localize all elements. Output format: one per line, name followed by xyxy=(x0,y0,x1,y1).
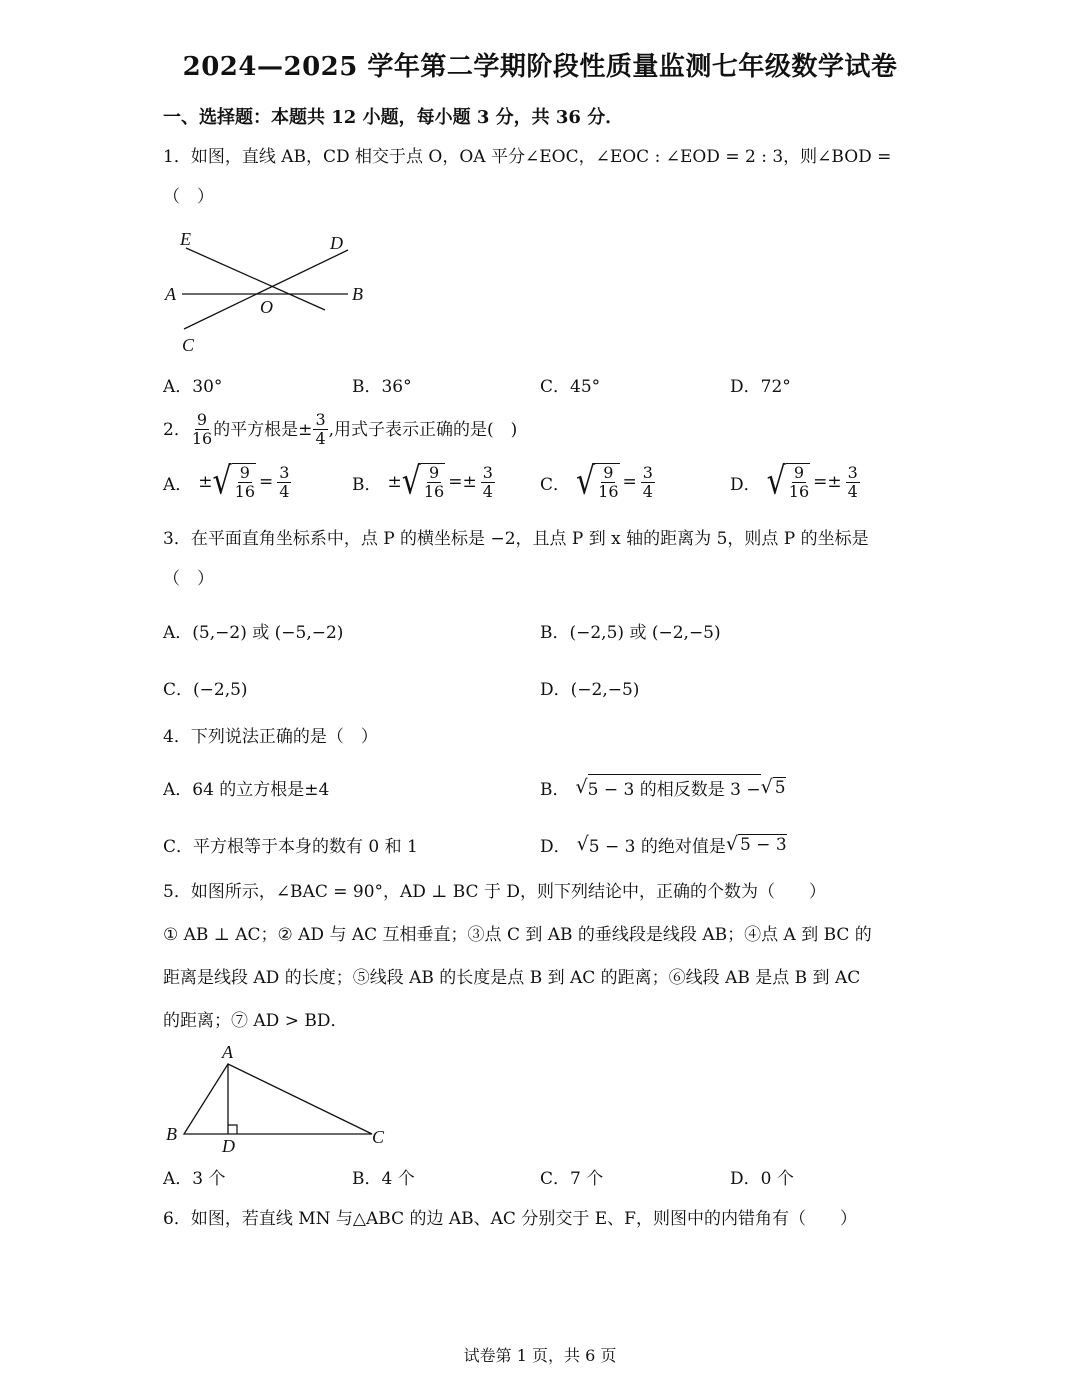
label-c: C xyxy=(372,1127,385,1147)
q2-d-den: 16 xyxy=(788,482,810,501)
q2-a-den: 16 xyxy=(234,482,256,501)
q2-d-rhs: =± xyxy=(813,472,842,492)
label-c: C xyxy=(182,335,195,355)
q2-number: 2． xyxy=(163,419,191,440)
q2-option-c xyxy=(540,459,656,504)
label-d: D xyxy=(222,1136,235,1156)
q2-c-ans-num: 3 xyxy=(642,462,653,482)
q1-blank: （ ） xyxy=(163,187,214,207)
q2-a-answer xyxy=(277,464,291,501)
q2-stem xyxy=(163,411,517,448)
q2-d-sqrt: √ $\frac{9}{16}$ xyxy=(766,459,810,504)
q4-b-end: 5 xyxy=(774,777,786,798)
q5-option-c: C．7 个 xyxy=(540,1169,604,1189)
exam-title: 2024—2025 学年第二学期阶段性质量监测七年级数学试卷 xyxy=(182,52,898,82)
q2-text-mid: 的平方根是± xyxy=(213,419,313,440)
q1-option-a: A．30° xyxy=(163,377,223,397)
q3-option-d: D．(−2,−5) xyxy=(540,680,640,700)
q2-c-num: 9 xyxy=(603,463,614,482)
q2-a-ans-den: 4 xyxy=(279,481,290,501)
q5-line4: 的距离；⑦ AD > BD． xyxy=(163,1011,348,1031)
q1-option-c: C．45° xyxy=(540,377,601,397)
q2-d-ans-num: 3 xyxy=(847,462,858,482)
q2-c-ans-den: 4 xyxy=(642,481,653,501)
q2-b-prefix: ± xyxy=(387,472,402,492)
q2-b-rhs: =± xyxy=(448,472,477,492)
q2-d-answer xyxy=(846,464,860,501)
q2-option-d xyxy=(730,459,861,504)
label-e: E xyxy=(180,229,191,249)
q2-answer-fraction xyxy=(313,411,327,448)
q2-option-b xyxy=(352,459,496,504)
page-footer: 试卷第 1 页，共 6 页 xyxy=(463,1346,617,1365)
q1-option-d: D．72° xyxy=(730,377,791,397)
sqrt-icon: √ xyxy=(575,776,588,798)
label-b: B xyxy=(352,284,363,304)
q5-stem: 5．如图所示，∠BAC = 90°，AD ⊥ BC 于 D，则下列结论中，正确的个数为（ ） xyxy=(163,882,826,902)
q1-stem: 1．如图，直线 AB，CD 相交于点 O，OA 平分∠EOC，∠EOC : ∠EOD = 2 : 3，则∠BOD = xyxy=(163,147,892,167)
q2-a-label: A． xyxy=(163,474,193,495)
q2-c-rhs: = xyxy=(622,472,637,492)
right-angle-mark xyxy=(228,1125,237,1134)
label-a: A xyxy=(222,1042,233,1062)
q2-frac-num: 9 xyxy=(196,410,208,429)
q2-a-sqrt: √ $\frac{9}{16}$ xyxy=(212,459,256,504)
section-heading: 一、选择题：本题共 12 小题，每小题 3 分，共 36 分． xyxy=(163,107,624,128)
q3-option-c: C．(−2,5) xyxy=(163,680,248,700)
q4-option-c: C．平方根等于本身的数有 0 和 1 xyxy=(163,837,418,857)
q2-ans-den: 4 xyxy=(315,429,326,448)
q3-option-a: A．(5,−2) 或 (−5,−2) xyxy=(163,623,344,643)
q5-option-a: A．3 个 xyxy=(163,1169,226,1189)
q2-a-num: 9 xyxy=(239,463,250,482)
q2-fraction xyxy=(192,411,212,448)
q2-c-sqrt: √ $\frac{9}{16}$ xyxy=(576,459,619,504)
q4-d-label: D． xyxy=(540,836,571,857)
q4-stem: 4．下列说法正确的是（ ） xyxy=(163,727,378,747)
q6-stem: 6．如图，若直线 MN 与△ABC 的边 AB、AC 分别交于 E、F，则图中的内错角有（ ） xyxy=(163,1209,857,1229)
q2-b-ans-num: 3 xyxy=(482,462,493,482)
q4-option-d xyxy=(540,829,787,859)
q1-option-b: B．36° xyxy=(352,377,412,397)
q2-b-label: B． xyxy=(352,474,382,495)
q5-option-d: D．0 个 xyxy=(730,1169,794,1189)
q2-a-prefix: ± xyxy=(198,472,213,492)
q2-b-num: 9 xyxy=(428,463,440,482)
q4-b-label: B． xyxy=(540,779,570,800)
q5-line3: 距离是线段 AD 的长度；⑤线段 AB 的长度是点 B 到 AC 的距离；⑥线段 AB 是点 B 到 AC xyxy=(163,968,861,988)
q4-d-end: 5 − 3 xyxy=(739,834,787,855)
q2-d-label: D． xyxy=(730,474,761,495)
q2-d-ans-den: 4 xyxy=(847,481,858,501)
q2-a-ans-num: 3 xyxy=(279,462,290,482)
q2-a-rhs: = xyxy=(259,472,274,492)
sqrt-icon: √ 5 − 3 xyxy=(725,833,787,855)
q2-c-answer xyxy=(641,464,655,501)
sqrt-icon: √ xyxy=(576,833,589,855)
q3-blank: （ ） xyxy=(163,569,214,589)
q5-figure xyxy=(160,1040,400,1160)
q4-b-text: 5 − 3 的相反数是 3 − xyxy=(588,774,761,800)
q2-b-den: 16 xyxy=(423,482,445,501)
q2-b-answer xyxy=(481,464,495,501)
label-d: D xyxy=(330,233,343,253)
q4-option-a: A．64 的立方根是±4 xyxy=(163,780,330,800)
q2-option-a xyxy=(163,459,292,504)
triangle-abc xyxy=(184,1064,372,1134)
q4-d-text: 5 − 3 的绝对值是 xyxy=(588,836,726,857)
q2-d-num: 9 xyxy=(793,463,805,482)
q5-line2: ① AB ⊥ AC；② AD 与 AC 互相垂直；③点 C 到 AB 的垂线段是线段 AB；④点 A 到 BC 的 xyxy=(163,925,872,945)
q2-ans-num: 3 xyxy=(315,410,326,429)
line-cd xyxy=(184,250,348,329)
sqrt-icon: √ 5 xyxy=(760,776,786,798)
q2-c-label: C． xyxy=(540,474,571,495)
line-eo xyxy=(186,248,325,310)
label-a: A xyxy=(165,284,176,304)
q2-text-end: ,用式子表示正确的是( ) xyxy=(328,419,518,440)
q5-option-b: B．4 个 xyxy=(352,1169,415,1189)
label-b: B xyxy=(166,1124,177,1144)
q3-stem: 3．在平面直角坐标系中，点 P 的横坐标是 −2，且点 P 到 x 轴的距离为 5，则点 P 的坐标是 xyxy=(163,529,869,549)
q1-figure xyxy=(160,225,380,360)
q3-option-b: B．(−2,5) 或 (−2,−5) xyxy=(540,623,721,643)
q2-b-sqrt: √ $\frac{9}{16}$ xyxy=(401,459,445,504)
q2-c-den: 16 xyxy=(598,482,619,501)
q2-b-ans-den: 4 xyxy=(482,481,493,501)
q4-option-b xyxy=(540,772,786,802)
q2-frac-den: 16 xyxy=(191,429,213,448)
label-o: O xyxy=(260,297,273,317)
